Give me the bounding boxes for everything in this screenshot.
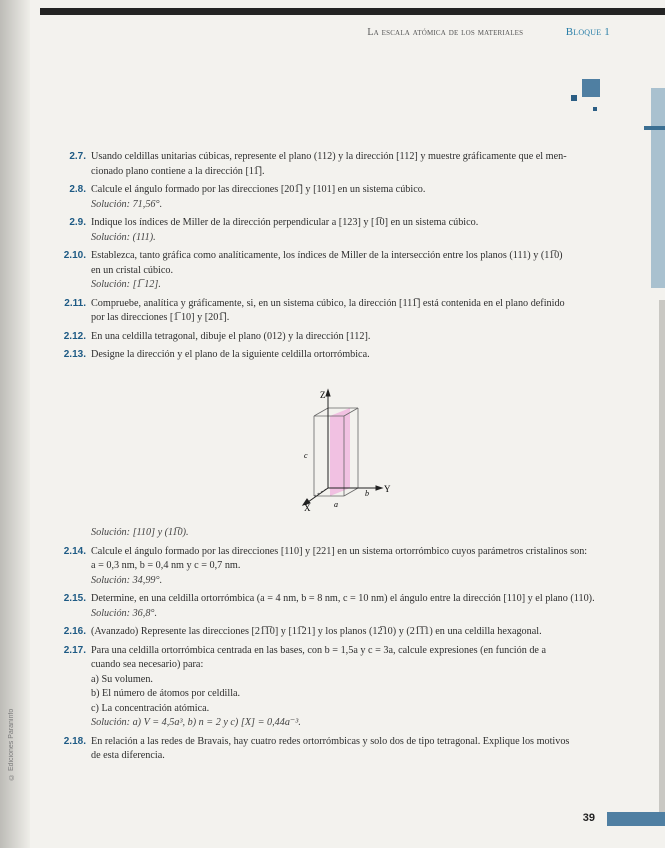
exercise-text: En una celdilla tetragonal, dibuje el plano (012) y la dirección [112]. <box>91 330 371 342</box>
exercise-text: en un cristal cúbico. <box>91 264 174 276</box>
exercise-item <box>56 216 601 245</box>
exercise-text: b) El número de átomos por celdilla. <box>91 688 241 699</box>
exercise-solution: Solución: a) V = 4,5a³, b) n = 2 y c) [X] = 0,44a⁻³. <box>91 717 301 728</box>
exercise-list-continued <box>56 526 601 768</box>
z-axis-arrow <box>326 390 330 396</box>
param-b-label: b <box>365 489 369 498</box>
exercise-item <box>56 526 601 541</box>
decorative-band <box>651 88 665 288</box>
header-block: Bloque 1 <box>565 26 610 38</box>
exercise-number: 2.9. <box>69 217 86 228</box>
exercise-item <box>56 545 601 589</box>
exercise-item <box>56 330 601 345</box>
exercise-item <box>56 183 601 212</box>
highlighted-plane <box>330 408 350 496</box>
exercise-text: Calcule el ángulo formado por las direcciones [110] y [221] en un sistema ortorrómbico cuyos parámetros cristalinos son: <box>91 545 588 557</box>
top-rule <box>40 8 665 15</box>
publisher-credit: © Ediciones Paraninfo <box>8 708 15 780</box>
exercise-number: 2.15. <box>63 593 86 604</box>
exercise-item <box>56 592 601 621</box>
decorative-edge <box>659 300 665 820</box>
exercise-solution: Solución: [110] y (11̅0). <box>91 527 189 538</box>
exercise-solution: Solución: 71,56°. <box>91 198 163 210</box>
page-number: 39 <box>582 812 595 824</box>
exercise-text: de esta diferencia. <box>91 750 165 761</box>
exercise-text: Determine, en una celdilla ortorrómbica (a = 4 nm, b = 8 nm, c = 10 nm) el ángulo entre la dirección [110] y el plano (110). <box>91 593 595 604</box>
exercise-number: 2.13. <box>63 349 86 360</box>
exercise-item <box>56 644 601 731</box>
decorative-square-icon <box>582 79 600 97</box>
exercise-list <box>56 150 601 367</box>
y-axis-arrow <box>376 486 382 490</box>
exercise-item <box>56 625 601 640</box>
exercise-text: Indique los índices de Miller de la dirección perpendicular a [123] y [1̅0] en un sistema cúbico. <box>91 217 479 228</box>
header-chapter: La escala atómica de los materiales <box>367 27 524 38</box>
exercise-text: a) Su volumen. <box>91 673 153 685</box>
page-number-bar <box>607 812 665 826</box>
exercise-text: Designe la dirección y el plano de la siguiente celdilla ortorrómbica. <box>91 349 370 360</box>
exercise-number: 2.11. <box>64 297 86 309</box>
exercise-text: por las direcciones [1̅ 10] y [201̅]. <box>91 312 230 323</box>
axis-z-label: Z <box>320 390 326 400</box>
exercise-text: c) La concentración atómica. <box>91 702 210 714</box>
exercise-number: 2.12. <box>63 330 86 342</box>
param-c-label: c <box>304 451 308 460</box>
exercise-number: 2.16. <box>63 626 86 637</box>
exercise-item <box>56 735 601 764</box>
exercise-number: 2.7. <box>69 151 86 162</box>
exercise-number: 2.18. <box>63 735 86 747</box>
axis-y-label: Y <box>384 484 391 494</box>
param-a-label: a <box>334 500 338 509</box>
exercise-text: a = 0,3 nm, b = 0,4 nm y c = 0,7 nm. <box>91 560 241 571</box>
exercise-item <box>56 348 601 363</box>
exercise-number: 2.10. <box>63 250 86 261</box>
decorative-square-icon <box>593 107 597 111</box>
exercise-item <box>56 150 601 179</box>
exercise-number: 2.8. <box>69 184 86 195</box>
exercise-text: cionado plano contiene a la dirección [11̅]. <box>91 165 265 177</box>
exercise-number: 2.17. <box>63 644 86 656</box>
exercise-text: Calcule el ángulo formado por las direcciones [201̅] y [101] en un sistema cúbico. <box>91 184 426 195</box>
exercise-solution: Solución: (111). <box>91 231 156 243</box>
orthorhombic-cell-figure <box>292 386 402 511</box>
exercise-text: cuando sea necesario) para: <box>91 659 204 670</box>
exercise-solution: Solución: [1̅ 12]. <box>91 279 161 290</box>
exercise-text: Establezca, tanto gráfica como analíticamente, los índices de Miller de la intersección entre los planos (111) y (11̅0) <box>91 250 563 261</box>
exercise-text: Para una celdilla ortorrómbica centrada en las bases, con b = 1,5a y c = 3a, calcule expresiones (en función de a <box>91 644 547 656</box>
exercise-text: En relación a las redes de Bravais, hay cuatro redes ortorrómbicas y solo dos de tipo tetragonal. Explique los motivos <box>91 735 570 747</box>
decorative-bar <box>644 126 665 130</box>
cell-edge <box>314 408 328 416</box>
exercise-number: 2.14. <box>63 545 86 557</box>
running-header <box>367 26 610 38</box>
exercise-solution: Solución: 36,8°. <box>91 607 158 619</box>
exercise-text: Compruebe, analítica y gráficamente, si, en un sistema cúbico, la dirección [111̅] está contenida en el plano definido <box>91 297 565 309</box>
x-axis <box>308 488 328 502</box>
exercise-solution: Solución: 34,99°. <box>91 574 163 586</box>
exercise-text: Usando celdillas unitarias cúbicas, represente el plano (112) y la dirección [112] y muestre gráficamente que el men- <box>91 151 567 162</box>
exercise-text: (Avanzado) Represente las direcciones [21̅1̅0] y [11̅21] y los planos (12̅10) y (21̅1̅1) en una celdilla hexagonal. <box>91 626 542 637</box>
axis-x-label: X <box>304 503 311 511</box>
exercise-item <box>56 249 601 293</box>
exercise-item <box>56 297 601 326</box>
decorative-square-icon <box>571 95 577 101</box>
